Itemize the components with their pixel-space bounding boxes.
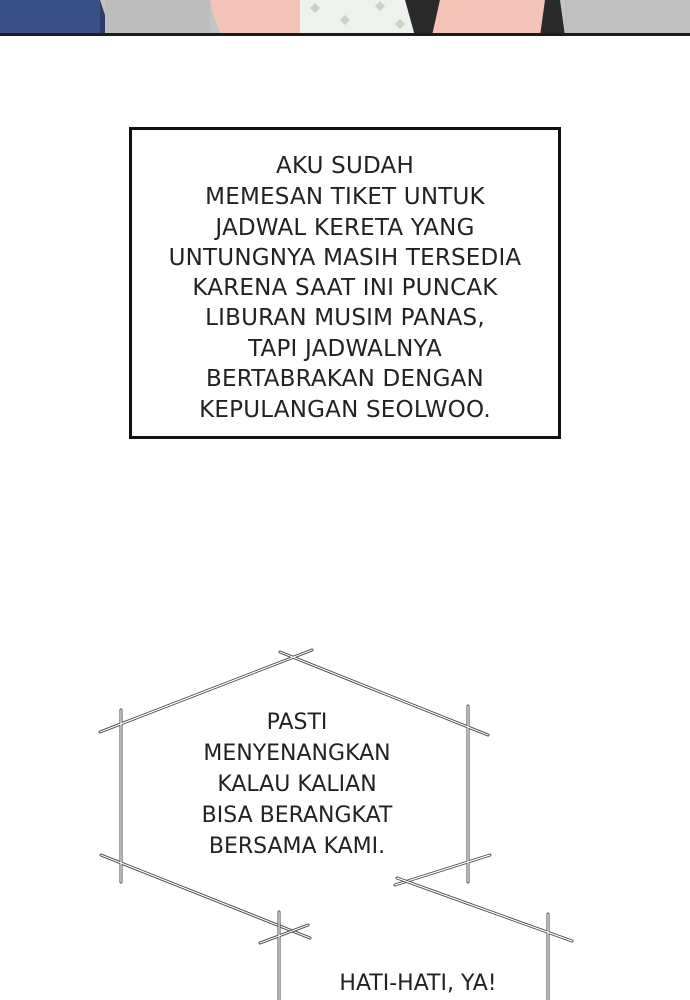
narration-line: KARENA SAAT INI PUNCAK <box>192 275 498 301</box>
narration-line: BERTABRAKAN DENGAN <box>206 366 484 392</box>
narration-line: LIBURAN MUSIM PANAS, <box>205 305 485 331</box>
speech-line: MENYENANGKAN <box>203 741 391 766</box>
speech-bubble-1-text <box>182 707 412 862</box>
speech-bubble-2-text <box>318 968 518 999</box>
narration-line: TAPI JADWALNYA <box>248 336 442 362</box>
speech-line: PASTI <box>266 710 328 735</box>
narration-line: KEPULANGAN SEOLWOO. <box>199 397 491 423</box>
narration-line: AKU SUDAH <box>276 153 414 179</box>
speech-line: BISA BERANGKAT <box>201 803 393 828</box>
speech-line: BERSAMA KAMI. <box>208 834 386 859</box>
narration-line: UNTUNGNYA MASIH TERSEDIA <box>168 245 522 271</box>
narration-line: JADWAL KERETA YANG <box>215 215 475 241</box>
speech-line: KALAU KALIAN <box>217 772 377 797</box>
narration-line: MEMESAN TIKET UNTUK <box>205 184 485 210</box>
speech-line: HATI-HATI, YA! <box>339 971 497 996</box>
